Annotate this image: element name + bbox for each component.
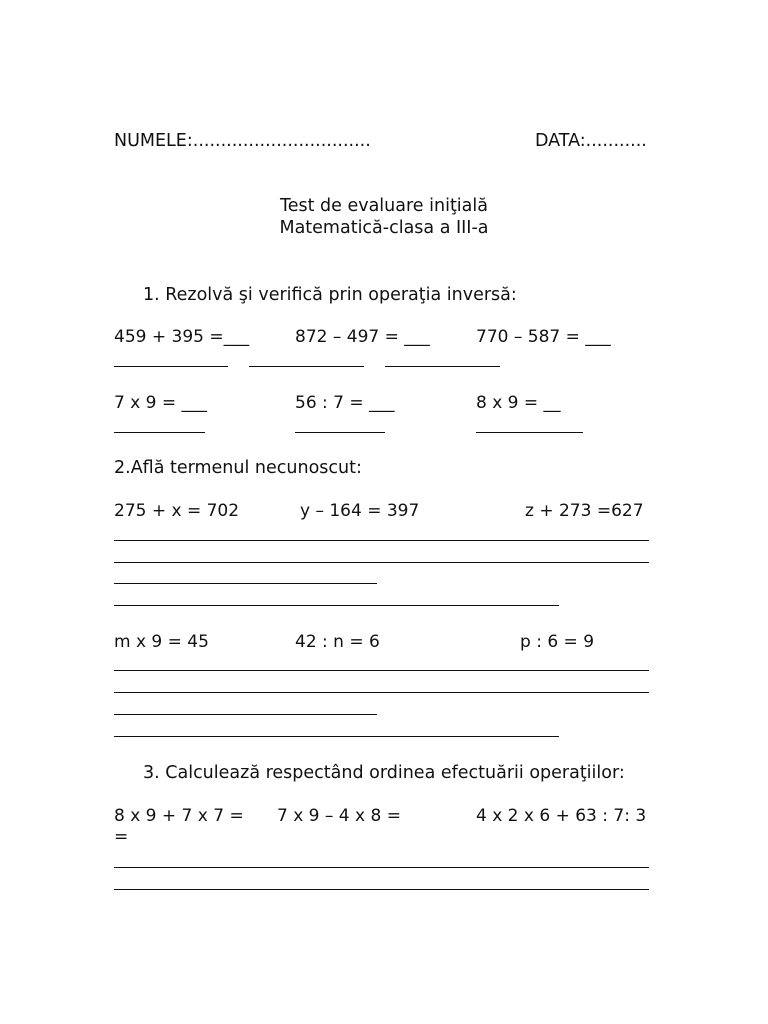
expression-equals: = [114,827,129,847]
answer-line[interactable] [114,605,559,606]
test-title: Test de evaluare iniţială [280,196,488,216]
equation: m x 9 = 45 [114,632,209,652]
answer-line[interactable] [114,583,377,584]
answer-line[interactable] [114,366,228,367]
exercise-1-item: 8 x 9 = __ [476,393,561,413]
exercise-2-heading: 2.Află termenul necunoscut: [114,458,362,478]
expression: 7 x 9 – 4 x 8 = [277,806,401,826]
expression: 4 x 2 x 6 + 63 : 7: 3 [476,806,647,826]
equation: 275 + x = 702 [114,501,240,521]
expression: 8 x 9 + 7 x 7 = [114,806,244,826]
answer-line[interactable] [114,889,649,890]
answer-line[interactable] [114,540,649,541]
date-field-label: DATA:........... [535,131,647,151]
answer-line[interactable] [114,714,377,715]
equation: z + 273 =627 [525,501,644,521]
answer-line[interactable] [385,366,500,367]
exercise-1-item: 872 – 497 = ___ [295,327,430,347]
answer-line[interactable] [114,736,559,737]
equation: 42 : n = 6 [295,632,380,652]
equation: y – 164 = 397 [300,501,420,521]
equation: p : 6 = 9 [520,632,595,652]
answer-line[interactable] [114,562,649,563]
exercise-1-heading: 1. Rezolvă şi verifică prin operaţia inversă: [143,285,517,305]
answer-line[interactable] [114,692,649,693]
exercise-1-item: 770 – 587 = ___ [476,327,611,347]
test-subtitle: Matematică-clasa a III-a [279,218,489,238]
answer-line[interactable] [249,366,364,367]
answer-line[interactable] [114,432,205,433]
exercise-1-item: 56 : 7 = ___ [295,393,395,413]
answer-line[interactable] [476,432,583,433]
answer-line[interactable] [295,432,385,433]
answer-line[interactable] [114,867,649,868]
answer-line[interactable] [114,670,649,671]
name-field-label: NUMELE:................................ [114,131,371,151]
exercise-1-item: 459 + 395 =___ [114,327,250,347]
exercise-3-heading: 3. Calculează respectând ordinea efectuării operaţiilor: [143,763,625,783]
exercise-1-item: 7 x 9 = ___ [114,393,208,413]
